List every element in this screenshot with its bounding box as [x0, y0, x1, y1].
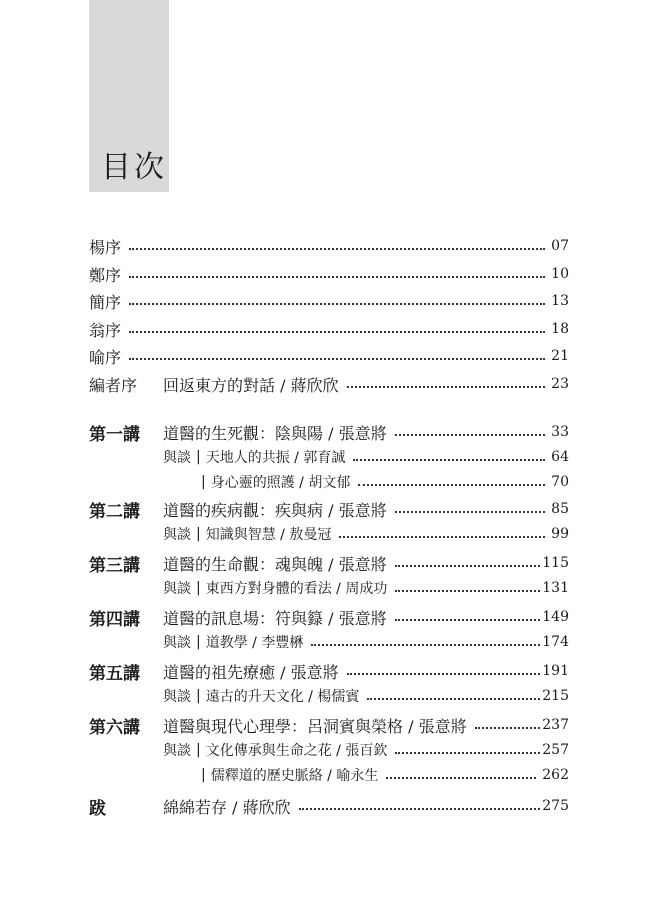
dot-leader [395, 511, 546, 513]
entry-page: 64 [551, 449, 569, 465]
toc-entry-lecture[interactable] [89, 714, 569, 736]
toc-entry-dialogue[interactable] [89, 471, 569, 493]
toc-entry-lecture[interactable] [89, 498, 569, 520]
dot-leader [339, 536, 545, 538]
dialogue-text: 知識與智慧 / 敖曼冠 [205, 527, 332, 543]
separator-bar: | [196, 742, 201, 758]
entry-page: 13 [551, 293, 569, 309]
dialogue-text: 文化傳承與生命之花 / 張百欽 [205, 743, 388, 759]
dot-leader [299, 808, 541, 810]
separator-bar: | [196, 688, 201, 704]
dot-leader [129, 248, 545, 250]
toc-entry-preface[interactable] [89, 345, 569, 367]
entry-page: 131 [542, 580, 569, 596]
dot-leader [353, 459, 545, 461]
entry-page: 23 [551, 376, 569, 392]
toc-entry-lecture[interactable] [89, 660, 569, 682]
dot-leader [395, 565, 541, 567]
lecture-label: 第五講 [89, 663, 140, 684]
entry-page: 191 [542, 663, 569, 679]
toc-entry-preface[interactable] [89, 318, 569, 340]
toc-entry-preface[interactable] [89, 290, 569, 312]
dot-leader [129, 331, 545, 333]
dot-leader [367, 698, 540, 700]
dot-leader [395, 590, 540, 592]
dot-leader [129, 303, 545, 305]
dialogue-prefix: 與談 [163, 581, 191, 597]
entry-page: 257 [542, 742, 569, 758]
entry-page: 215 [542, 688, 569, 704]
lecture-title: 道醫的祖先療癒 / 張意將 [163, 662, 339, 682]
entry-page: 275 [542, 798, 569, 814]
dialogue-text: 東西方對身體的看法 / 周成功 [205, 581, 388, 597]
toc-entry-lecture[interactable] [89, 606, 569, 628]
entry-page: 115 [542, 555, 569, 571]
dot-leader [395, 619, 541, 621]
separator-bar: | [196, 634, 201, 650]
entry-page: 149 [542, 609, 569, 625]
entry-page: 10 [551, 266, 569, 282]
toc-entry-dialogue[interactable] [89, 739, 569, 761]
entry-page: 237 [542, 717, 569, 733]
lecture-title: 道醫的訊息場：符與籙 / 張意將 [163, 608, 387, 628]
lecture-label: 第四講 [89, 609, 140, 630]
separator-bar: | [196, 449, 201, 465]
lecture-title: 道醫的生命觀：魂與魄 / 張意將 [163, 554, 387, 574]
toc-entry-preface[interactable] [89, 235, 569, 257]
entry-page: 07 [551, 238, 569, 254]
dialogue-prefix: 與談 [163, 689, 191, 705]
separator-bar: | [196, 526, 201, 542]
lecture-label: 第二講 [89, 501, 140, 522]
entry-page: 18 [551, 321, 569, 337]
entry-text: 綿綿若存 / 蔣欣欣 [163, 797, 291, 817]
separator-bar: | [196, 580, 201, 596]
toc-entry-dialogue[interactable] [89, 523, 569, 545]
separator-bar: | [201, 767, 206, 783]
separator-bar: | [201, 474, 206, 490]
toc-entry-dialogue[interactable] [89, 446, 569, 468]
entry-page: 262 [542, 767, 569, 783]
toc-entry-dialogue[interactable] [89, 577, 569, 599]
toc-entry-lecture[interactable] [89, 552, 569, 574]
dialogue-text: 儒釋道的歷史脈絡 / 喻永生 [210, 768, 379, 784]
dialogue-text: 身心靈的照護 / 胡文郁 [210, 475, 351, 491]
dialogue-text: 道教學 / 李豐楙 [205, 635, 304, 651]
dialogue-text: 天地人的共振 / 郭育誠 [205, 450, 346, 466]
toc-entry-editor-preface[interactable] [89, 373, 569, 395]
dialogue-prefix: 與談 [163, 450, 191, 466]
entry-label: 喻序 [89, 347, 122, 367]
lecture-title: 道醫的生死觀：陰與陽 / 張意將 [163, 423, 387, 443]
dot-leader [395, 434, 546, 436]
page-title: 目次 [101, 150, 167, 185]
dot-leader [129, 276, 545, 278]
toc-entry-postscript[interactable] [89, 795, 569, 817]
lecture-label: 第六講 [89, 717, 140, 738]
entry-label: 鄭序 [89, 265, 122, 285]
entry-label: 翁序 [89, 320, 122, 340]
entry-text: 回返東方的對話 / 蔣欣欣 [163, 375, 339, 395]
dialogue-prefix: 與談 [163, 527, 191, 543]
dot-leader [347, 386, 546, 388]
dot-leader [311, 644, 540, 646]
toc-entry-lecture[interactable] [89, 421, 569, 443]
dialogue-prefix: 與談 [163, 635, 191, 651]
dialogue-prefix: 與談 [163, 743, 191, 759]
lecture-title: 道醫與現代心理學：呂洞賓與榮格 / 張意將 [163, 716, 467, 736]
entry-page: 99 [551, 526, 569, 542]
dot-leader [347, 673, 541, 675]
entry-page: 33 [551, 424, 569, 440]
dot-leader [395, 752, 540, 754]
toc-entry-dialogue[interactable] [89, 685, 569, 707]
dot-leader [475, 727, 541, 729]
dialogue-text: 遠古的升天文化 / 楊儒賓 [205, 689, 360, 705]
toc-entry-dialogue[interactable] [89, 631, 569, 653]
toc-entry-preface[interactable] [89, 263, 569, 285]
dot-leader [386, 777, 536, 779]
toc-entry-dialogue[interactable] [89, 764, 569, 786]
lecture-label: 第三講 [89, 555, 140, 576]
lecture-title: 道醫的疾病觀：疾與病 / 張意將 [163, 500, 387, 520]
entry-label: 跋 [89, 798, 106, 819]
lecture-label: 第一講 [89, 424, 140, 445]
entry-page: 70 [551, 474, 569, 490]
entry-page: 174 [542, 634, 569, 650]
entry-label: 簡序 [89, 292, 122, 312]
entry-page: 85 [551, 501, 569, 517]
dot-leader [358, 484, 545, 486]
entry-page: 21 [551, 348, 569, 364]
entry-label: 楊序 [89, 237, 122, 257]
dot-leader [129, 358, 545, 360]
entry-label: 編者序 [89, 375, 138, 395]
